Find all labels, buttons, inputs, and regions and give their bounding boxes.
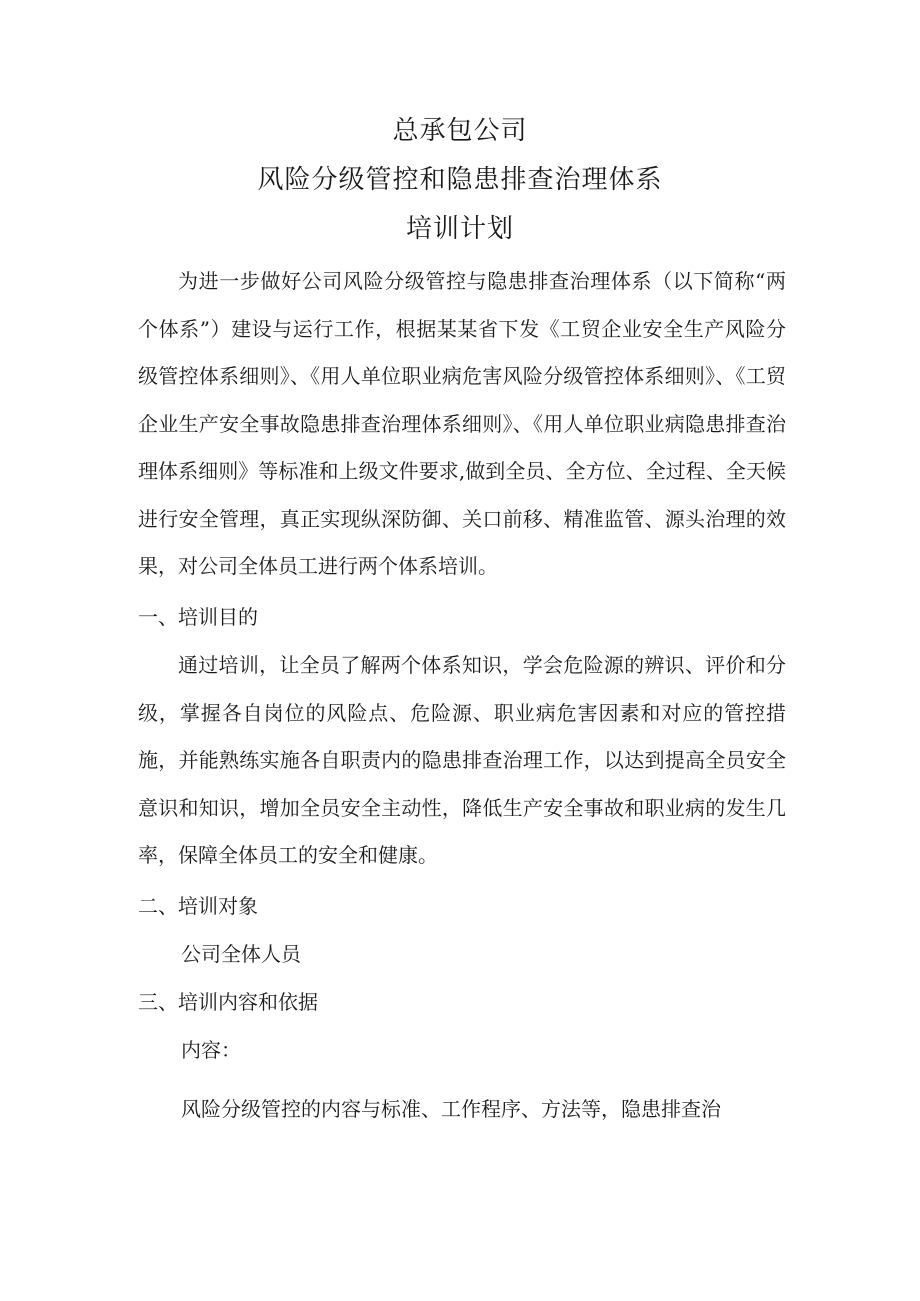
section-heading-audience: 二、培训对象 — [138, 894, 258, 918]
system-title: 风险分级管控和隐患排查治理体系 — [257, 165, 663, 195]
audience-text: 公司全体人员 — [181, 942, 301, 966]
content-text: 风险分级管控的内容与标准、工作程序、方法等，隐患排查治 — [181, 1097, 721, 1121]
purpose-paragraph: 通过培训，让全员了解两个体系知识，学会危险源的辨识、评价和分级，掌握各自岗位的风险点、危险源、职业病危害因素和对应的管控措施，并能熟练实施各自职责内的隐患排查治理工作，以达到提高全员安全意识和知识，增加全员安全主动性，降低生产安全事故和职业病的发生几率，保障全体员工的安全和健康。 — [138, 653, 786, 867]
content-label: 内容： — [181, 1038, 241, 1062]
company-title: 总承包公司 — [392, 116, 528, 146]
plan-title: 培训计划 — [405, 214, 514, 244]
section-heading-purpose: 一、培训目的 — [138, 605, 258, 629]
section-heading-content: 三、培训内容和依据 — [138, 990, 318, 1014]
intro-paragraph: 为进一步做好公司风险分级管控与隐患排查治理体系（以下简称“两个体系”）建设与运行工作，根据某某省下发《工贸企业安全生产风险分级管控体系细则》、《用人单位职业病危害风险分级管控体系细则》、《工贸企业生产安全事故隐患排查治理体系细则》、《用人单位职业病隐患排查治理体系细则》等标准和上级文件要求,做到全员、全方位、全过程、全天候进行安全管理，真正实现纵深防御、关口前移、精准监管、源头治理的效果，对公司全体员工进行两个体系培训。 — [138, 269, 786, 578]
